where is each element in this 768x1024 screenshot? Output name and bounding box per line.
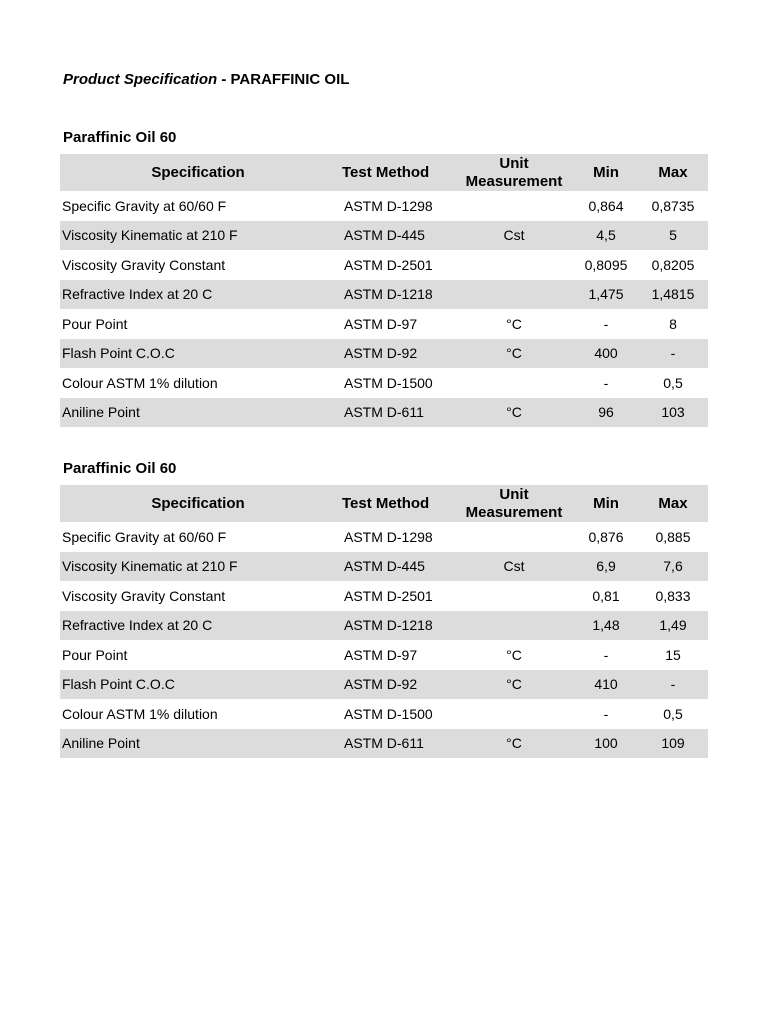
table-row <box>60 699 708 729</box>
header-specification: Specification <box>60 154 336 191</box>
section-title: Paraffinic Oil 60 <box>63 129 177 146</box>
cell-unit <box>454 250 574 280</box>
cell-max: 1,4815 <box>638 280 708 310</box>
cell-unit: °C <box>454 398 574 428</box>
cell-min: - <box>603 315 609 332</box>
header-max: Max <box>638 154 708 191</box>
cell-test-method: ASTM D-1500 <box>344 374 433 391</box>
cell-unit <box>454 280 574 310</box>
header-unit-line1: Unit <box>499 154 529 172</box>
cell-unit <box>454 191 574 221</box>
header-specification: Specification <box>60 485 336 522</box>
cell-unit: °C <box>454 729 574 759</box>
document-title-product: - PARAFFINIC OIL <box>217 71 350 88</box>
cell-specification: Pour Point <box>62 315 128 332</box>
table-row <box>60 640 708 670</box>
cell-specification: Aniline Point <box>60 729 336 759</box>
header-unit-measurement <box>454 485 574 522</box>
cell-unit: Cst <box>454 221 574 251</box>
cell-min: 1,48 <box>574 611 638 641</box>
cell-max: 8 <box>669 315 677 332</box>
document-title-italic: Product Specification <box>63 71 218 88</box>
cell-max: 15 <box>665 646 681 663</box>
cell-min: 4,5 <box>574 221 638 251</box>
header-test-method: Test Method <box>336 485 454 522</box>
header-max: Max <box>638 485 708 522</box>
cell-test-method: ASTM D-2501 <box>344 587 433 604</box>
cell-max: 0,8735 <box>651 197 695 214</box>
cell-unit <box>454 699 574 729</box>
cell-test-method: ASTM D-611 <box>336 729 454 759</box>
spec-table <box>60 485 708 758</box>
table-row <box>60 611 708 641</box>
cell-test-method: ASTM D-1298 <box>344 197 433 214</box>
cell-test-method: ASTM D-97 <box>344 315 418 332</box>
cell-specification: Aniline Point <box>60 398 336 428</box>
cell-specification: Colour ASTM 1% dilution <box>62 705 218 722</box>
cell-specification: Specific Gravity at 60/60 F <box>62 528 227 545</box>
cell-specification: Viscosity Kinematic at 210 F <box>60 221 336 251</box>
cell-min: 400 <box>574 339 638 369</box>
cell-max: 103 <box>638 398 708 428</box>
cell-specification: Colour ASTM 1% dilution <box>62 374 218 391</box>
cell-test-method: ASTM D-611 <box>336 398 454 428</box>
cell-unit <box>454 611 574 641</box>
table-row <box>60 398 708 428</box>
cell-max: 0,885 <box>655 528 691 545</box>
table-row <box>60 280 708 310</box>
cell-test-method: ASTM D-445 <box>336 552 454 582</box>
cell-max: 0,8205 <box>651 256 695 273</box>
cell-specification: Viscosity Kinematic at 210 F <box>60 552 336 582</box>
cell-unit <box>454 522 574 552</box>
table-row <box>60 309 708 339</box>
cell-max: - <box>638 670 708 700</box>
table-row <box>60 522 708 552</box>
table-row <box>60 250 708 280</box>
cell-unit: °C <box>506 646 522 663</box>
cell-specification: Viscosity Gravity Constant <box>62 256 226 273</box>
cell-max: 1,49 <box>638 611 708 641</box>
cell-max: 0,5 <box>663 374 683 391</box>
cell-min: 0,864 <box>588 197 624 214</box>
table-header-row <box>60 485 708 522</box>
cell-specification: Flash Point C.O.C <box>60 670 336 700</box>
cell-test-method: ASTM D-92 <box>336 670 454 700</box>
header-unit-line2: Measurement <box>465 172 563 190</box>
cell-test-method: ASTM D-1218 <box>336 280 454 310</box>
cell-min: - <box>603 374 609 391</box>
table-row <box>60 191 708 221</box>
header-test-method: Test Method <box>336 154 454 191</box>
cell-specification: Refractive Index at 20 C <box>60 280 336 310</box>
cell-specification: Pour Point <box>62 646 128 663</box>
table-row <box>60 221 708 251</box>
header-min: Min <box>574 485 638 522</box>
cell-max: - <box>638 339 708 369</box>
cell-specification: Refractive Index at 20 C <box>60 611 336 641</box>
header-unit-measurement <box>454 154 574 191</box>
cell-min: 410 <box>574 670 638 700</box>
cell-min: 100 <box>574 729 638 759</box>
cell-test-method: ASTM D-92 <box>336 339 454 369</box>
cell-test-method: ASTM D-1500 <box>344 705 433 722</box>
cell-max: 7,6 <box>638 552 708 582</box>
section-title: Paraffinic Oil 60 <box>63 460 177 477</box>
table-row <box>60 581 708 611</box>
cell-unit <box>454 368 574 398</box>
cell-test-method: ASTM D-1218 <box>336 611 454 641</box>
cell-min: - <box>603 705 609 722</box>
cell-unit: °C <box>454 670 574 700</box>
cell-max: 0,833 <box>655 587 691 604</box>
cell-unit: Cst <box>454 552 574 582</box>
cell-unit: °C <box>454 339 574 369</box>
cell-min: 0,876 <box>588 528 624 545</box>
table-row <box>60 670 708 700</box>
document-title <box>63 71 349 88</box>
cell-test-method: ASTM D-445 <box>336 221 454 251</box>
cell-specification: Specific Gravity at 60/60 F <box>62 197 227 214</box>
table-row <box>60 339 708 369</box>
header-unit-line1: Unit <box>499 485 529 503</box>
cell-min: 96 <box>574 398 638 428</box>
spec-table <box>60 154 708 427</box>
cell-unit <box>454 581 574 611</box>
cell-test-method: ASTM D-1298 <box>344 528 433 545</box>
cell-specification: Flash Point C.O.C <box>60 339 336 369</box>
cell-min: 0,81 <box>592 587 620 604</box>
cell-min: 6,9 <box>574 552 638 582</box>
header-unit-line2: Measurement <box>465 503 563 521</box>
cell-specification: Viscosity Gravity Constant <box>62 587 226 604</box>
cell-min: 0,8095 <box>584 256 628 273</box>
table-header-row <box>60 154 708 191</box>
cell-max: 5 <box>638 221 708 251</box>
table-row <box>60 729 708 759</box>
cell-min: 1,475 <box>574 280 638 310</box>
cell-test-method: ASTM D-2501 <box>344 256 433 273</box>
header-min: Min <box>574 154 638 191</box>
table-row <box>60 368 708 398</box>
cell-unit: °C <box>506 315 522 332</box>
cell-max: 109 <box>638 729 708 759</box>
table-row <box>60 552 708 582</box>
cell-max: 0,5 <box>663 705 683 722</box>
cell-min: - <box>603 646 609 663</box>
cell-test-method: ASTM D-97 <box>344 646 418 663</box>
